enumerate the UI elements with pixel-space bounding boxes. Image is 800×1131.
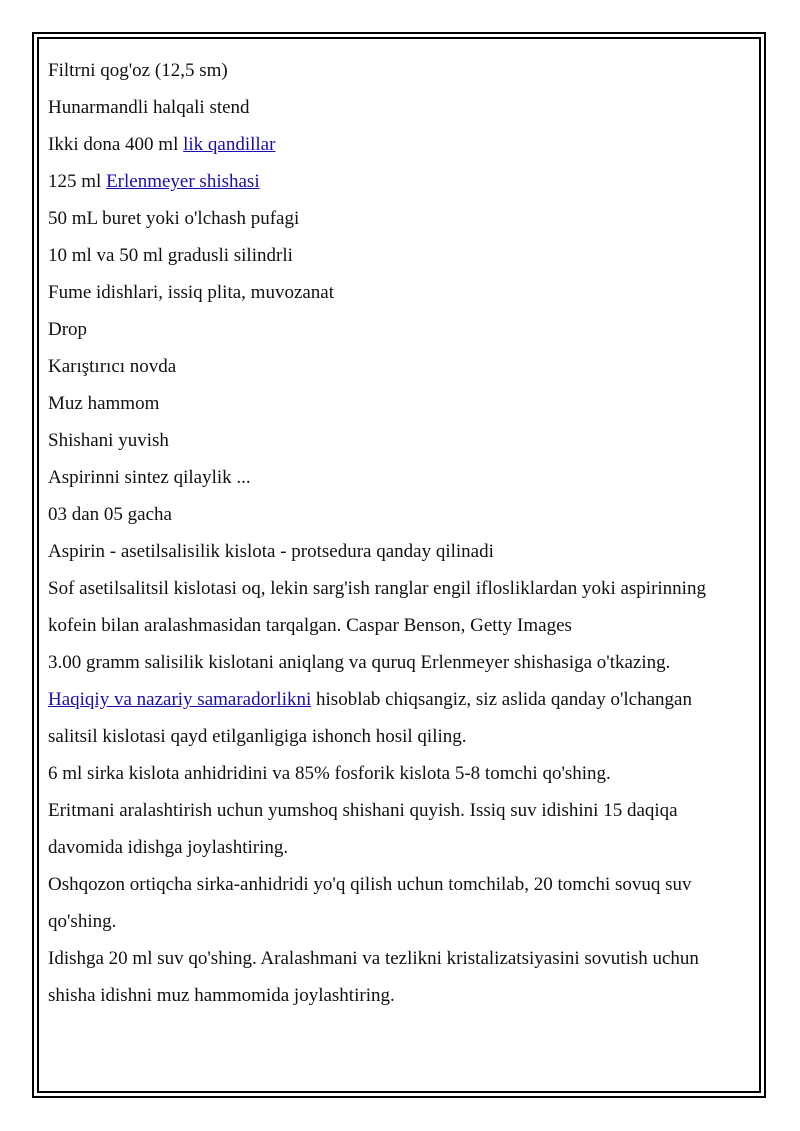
list-item bbox=[48, 126, 728, 163]
image-caption-text: Sof asetilsalitsil kislotasi oq, lekin sarg'ish ranglar engil iflosliklardan yoki aspirinning kofein bilan aralashmasidan tarqalgan. Caspar Benson, Getty Images bbox=[48, 578, 706, 636]
erlenmeyer-flask-link[interactable]: Erlenmeyer shishasi bbox=[106, 171, 260, 192]
list-item: Shishani yuvish bbox=[48, 430, 169, 451]
list-item: Karıştırıcı novda bbox=[48, 356, 177, 377]
page-range: 03 dan 05 gacha bbox=[48, 504, 172, 525]
list-item: Hunarmandli halqali stend bbox=[48, 97, 250, 118]
procedure-step: Idishga 20 ml suv qo'shing. Aralashmani va tezlikni kristalizatsiyasini sovutish uchun shisha idishni muz hammomida joylashtiring. bbox=[48, 948, 699, 1006]
list-item bbox=[48, 163, 728, 200]
item-text: 125 ml bbox=[48, 171, 107, 192]
list-item: 10 ml va 50 ml gradusli silindrli bbox=[48, 245, 293, 266]
procedure-step: 6 ml sirka kislota anhidridini va 85% fosforik kislota 5-8 tomchi qo'shing. bbox=[48, 763, 611, 784]
yield-calculation-link[interactable]: Haqiqiy va nazariy samaradorlikni bbox=[48, 689, 312, 710]
item-text: Ikki dona 400 ml bbox=[48, 134, 184, 155]
beakers-link[interactable]: lik qandillar bbox=[183, 134, 276, 155]
procedure-step: Eritmani aralashtirish uchun yumshoq shishani quyish. Issiq suv idishini 15 daqiqa davomida idishga joylashtiring. bbox=[48, 800, 678, 858]
image-caption-title: Aspirin - asetilsalisilik kislota - protsedura qanday qilinadi bbox=[48, 541, 494, 562]
list-item: Muz hammom bbox=[48, 393, 160, 414]
procedure-step bbox=[48, 644, 728, 755]
document-body bbox=[48, 52, 728, 1014]
section-heading: Aspirinni sintez qilaylik ... bbox=[48, 467, 251, 488]
list-item: Fume idishlari, issiq plita, muvozanat bbox=[48, 282, 335, 303]
step-text: hisoblab chiqsangiz, siz aslida qanday o'lchangan salitsil kislotasi qayd etilganligiga ishonch hosil qiling. bbox=[48, 689, 692, 747]
list-item: 50 mL buret yoki o'lchash pufagi bbox=[48, 208, 300, 229]
list-item: Drop bbox=[48, 319, 88, 340]
list-item: Filtrni qog'oz (12,5 sm) bbox=[48, 60, 228, 81]
step-text: 3.00 gramm salisilik kislotani aniqlang va quruq Erlenmeyer shishasiga o'tkazing. bbox=[48, 652, 671, 673]
procedure-step: Oshqozon ortiqcha sirka-anhidridi yo'q qilish uchun tomchilab, 20 tomchi sovuq suv qo'shing. bbox=[48, 874, 692, 932]
